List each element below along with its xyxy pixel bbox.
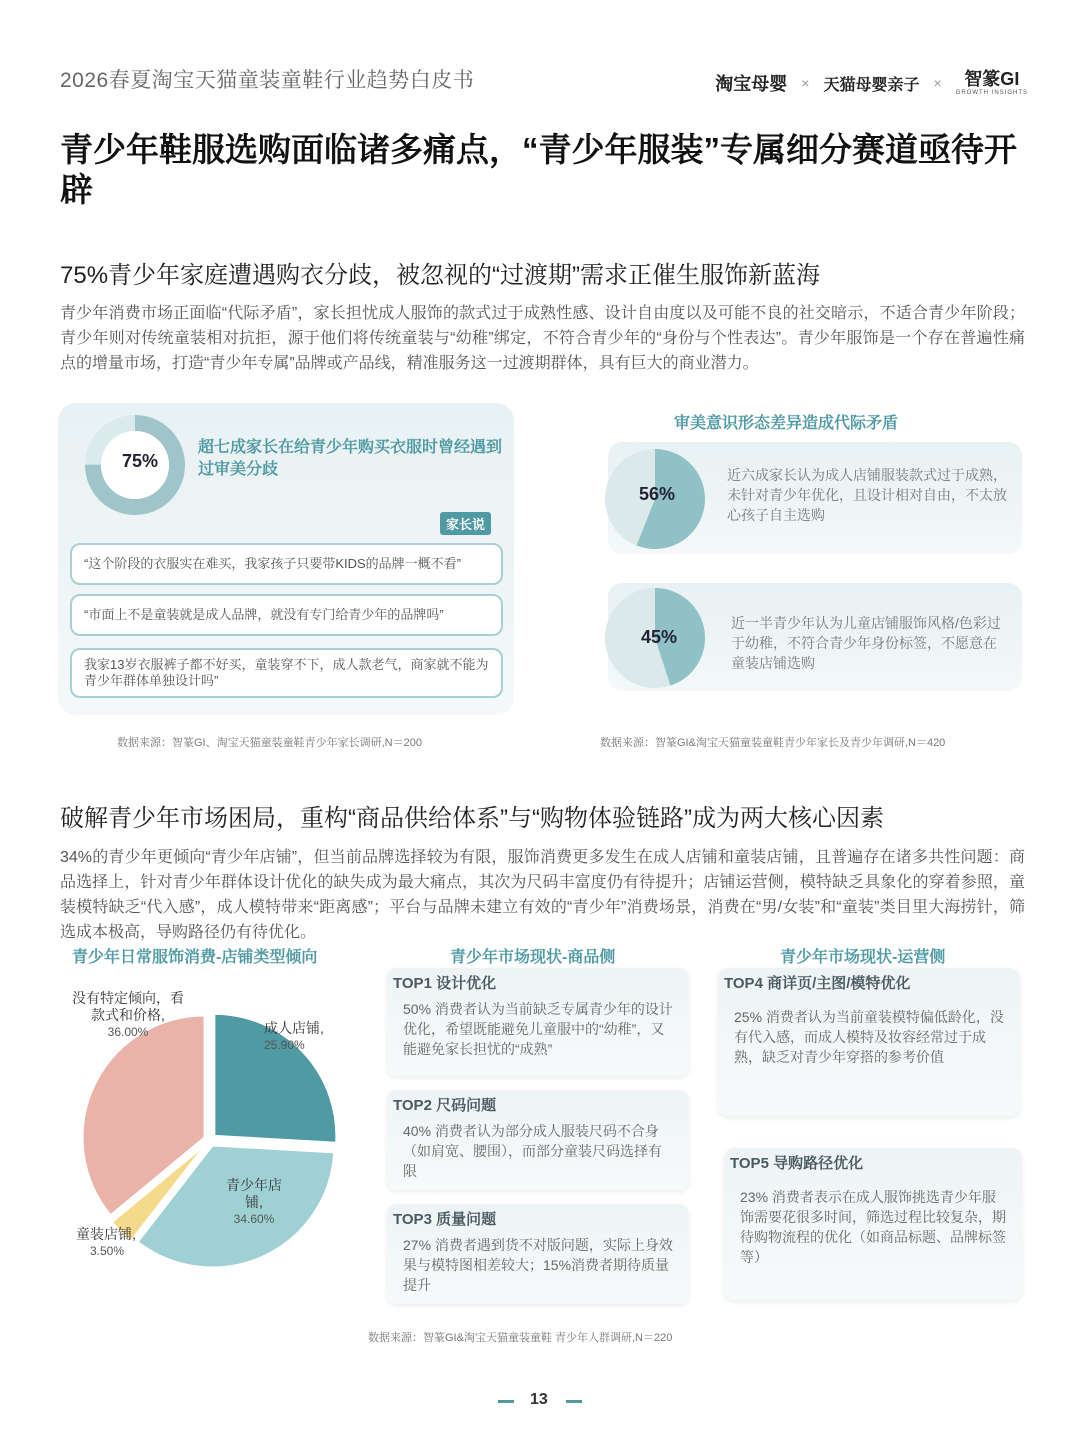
logo-separator: ×	[933, 75, 942, 91]
goods-card-top2: TOP2 尺码问题 40% 消费者认为部分成人服装尺码不合身（如肩宽、腰围），而部分童装尺码选择有限	[387, 1090, 689, 1190]
pie-label-none: 没有特定倾向，看款式和价格, 36.00%	[72, 990, 184, 1039]
goods-side-title: 青少年市场现状-商品侧	[450, 949, 616, 966]
page-dash-right	[566, 1400, 582, 1403]
pie-chart-title: 青少年日常服饰消费-店铺类型倾向	[72, 949, 318, 966]
parents-headline: 超七成家长在给青少年购买衣服时曾经遇到过审美分歧	[198, 439, 503, 478]
ops-side-title: 青少年市场现状-运营侧	[780, 949, 946, 966]
stat-56-text: 近六成家长认为成人店铺服装款式过于成熟，未针对青少年优化，且设计相对自由，不太放心孩子自主选购	[727, 467, 1007, 523]
parents-say-tag: 家长说	[440, 512, 491, 535]
pie-45-label: 45%	[641, 627, 678, 647]
taobao-baby-logo: 淘宝母婴	[715, 74, 788, 94]
page-number: 13	[530, 1391, 548, 1408]
logo-separator: ×	[801, 75, 810, 91]
section1-title: 75%青少年家庭遭遇购衣分歧，被忽视的“过渡期”需求正催生服饰新蓝海	[60, 262, 821, 289]
donut-75-label: 75%	[122, 451, 159, 471]
pie-label-teen: 青少年店铺, 34.60%	[226, 1177, 282, 1226]
source-note-2: 数据来源：智篆GI&淘宝天猫童装童鞋青少年家长及青少年调研,N＝420	[600, 737, 946, 749]
source-note-1: 数据来源：智篆GI、淘宝天猫童装童鞋青少年家长调研,N＝200	[117, 737, 422, 749]
report-title: 2026春夏淘宝天猫童装童鞋行业趋势白皮书	[60, 69, 475, 92]
quote-1: “这个阶段的衣服实在难买，我家孩子只要带KIDS的品牌一概不看”	[70, 543, 503, 585]
right-panel-title: 审美意识形态差异造成代际矛盾	[674, 415, 899, 432]
section2-paragraph: 34%的青少年更倾向“青少年店铺”，但当前品牌选择较为有限，服饰消费更多发生在成人店铺和童装店铺，且普遍存在诸多共性问题：商品选择上，针对青少年群体设计优化的缺失成为最大痛点，其次为尺码丰富度仍有待提升；店铺运营侧，模特缺乏具象化的穿着参照，童装模特缺乏“代入感”，成人模特带来“距离感”；平台与品牌未建立有效的“青少年”消费场景，消费在“男/女装”和“童装”类目里大海捞针，筛选成本极高，导购路径仍有待优化。	[60, 849, 1025, 941]
pie-label-kids: 童装店铺, 3.50%	[76, 1226, 136, 1258]
goods-card-top1: TOP1 设计优化 50% 消费者认为当前缺乏专属青少年的设计优化，希望既能避免儿童服中的“幼稚”，又能避免家长担忧的“成熟”	[387, 968, 689, 1076]
goods-card-top3: TOP3 质量问题 27% 消费者遇到货不对版问题，实际上身效果与模特图相差较大；15%消费者期待质量提升	[387, 1204, 689, 1304]
section2-title: 破解青少年市场困局，重构“商品供给体系”与“购物体验链路”成为两大核心因素	[60, 805, 884, 832]
ops-card-top4: TOP4 商详页/主图/模特优化 25% 消费者认为当前童装模特偏低龄化，没有代入感，而成人模特及妆容经常过于成熟，缺乏对青少年穿搭的参考价值	[718, 968, 1020, 1116]
tmall-baby-logo: 天猫母婴亲子	[823, 76, 920, 94]
quote-2: “市面上不是童装就是成人品牌，就没有专门给青少年的品牌吗”	[70, 594, 503, 636]
quote-3: 我家13岁衣服裤子都不好买，童装穿不下，成人款老气，商家就不能为青少年群体单独设计吗”	[70, 648, 503, 698]
pie-label-adult: 成人店铺, 25.90%	[264, 1020, 324, 1052]
partner-logos	[715, 70, 1028, 96]
source-note-3: 数据来源：智篆GI&淘宝天猫童装童鞋 青少年人群调研,N＝220	[368, 1332, 673, 1344]
page-dash-left	[498, 1400, 514, 1403]
section1-paragraph: 青少年消费市场正面临“代际矛盾”，家长担忧成人服饰的款式过于成熟性感、设计自由度以及可能不良的社交暗示，不适合青少年阶段；青少年则对传统童装相对抗拒，源于他们将传统童装与“幼稚”绑定，不符合青少年的“身份与个性表达”。青少年服饰是一个存在普遍性痛点的增量市场，打造“青少年专属”品牌或产品线，精准服务这一过渡期群体，具有巨大的商业潜力。	[60, 305, 1025, 372]
page-title: 青少年鞋服选购面临诸多痛点，“青少年服装”专属细分赛道亟待开辟	[60, 131, 1017, 208]
pie-56-label: 56%	[639, 484, 676, 504]
stat-45-text: 近一半青少年认为儿童店铺服饰风格/色彩过于幼稚，不符合青少年身份标签，不愿意在童装店铺选购	[731, 615, 1001, 671]
ops-card-top5: TOP5 导购路径优化 23% 消费者表示在成人服饰挑选青少年服饰需要花很多时间，筛选过程比较复杂，期待购物流程的优化（如商品标题、品牌标签等）	[724, 1148, 1022, 1300]
zhizhuan-gi-logo: 智篆GI GROWTH INSIGHTS	[955, 69, 1028, 96]
